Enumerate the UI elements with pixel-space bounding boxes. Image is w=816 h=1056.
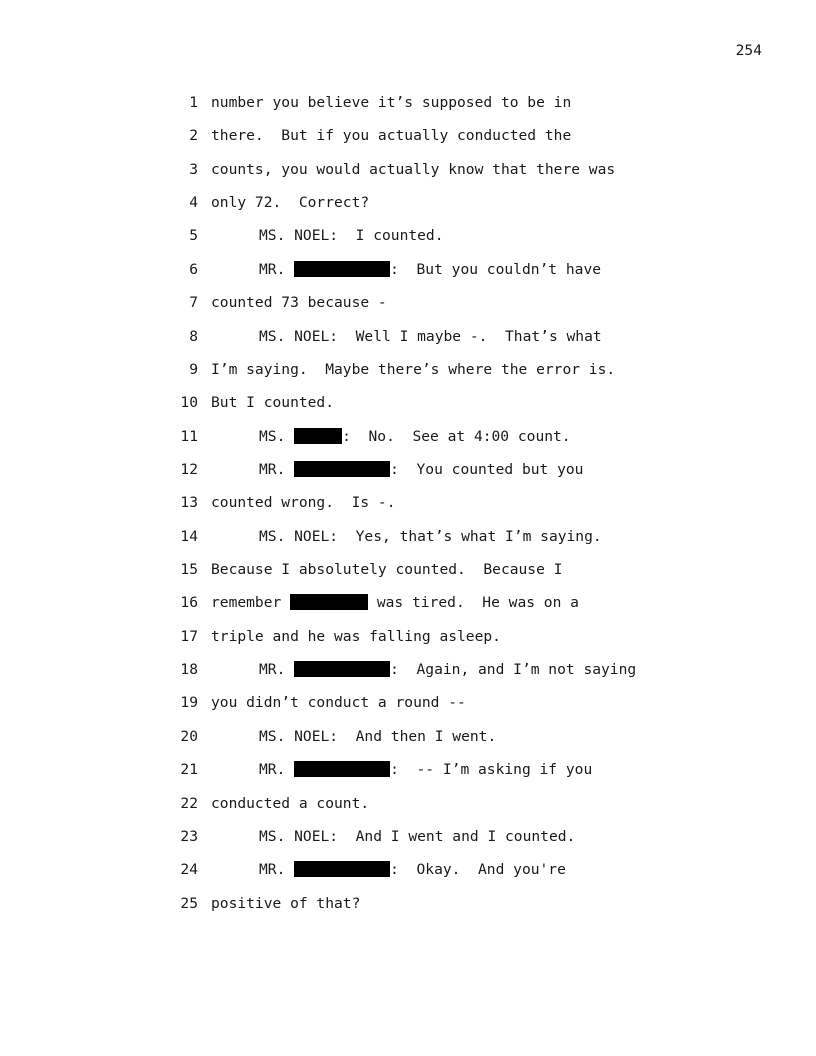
line-text: MS. NOEL: Well I maybe -. That’s what bbox=[259, 327, 602, 345]
line-text: MS. NOEL: Yes, that’s what I’m saying. bbox=[259, 527, 602, 545]
speaker-prefix: MR. bbox=[259, 260, 295, 278]
line-number: 7 bbox=[189, 294, 198, 312]
line-text: MS. NOEL: And I went and I counted. bbox=[259, 827, 576, 845]
line-continuation: : Okay. And you're bbox=[390, 861, 566, 879]
line-text: there. But if you actually conducted the bbox=[211, 127, 572, 145]
line-number: 6 bbox=[189, 260, 198, 278]
redaction-bar bbox=[294, 461, 390, 477]
line-number: 18 bbox=[180, 661, 198, 679]
line-text: only 72. Correct? bbox=[211, 194, 370, 212]
line-text bbox=[211, 260, 601, 280]
line-continuation: : Again, and I’m not saying bbox=[390, 661, 637, 679]
redaction-bar bbox=[294, 661, 390, 677]
line-text: But I counted. bbox=[211, 394, 335, 412]
line-continuation: : You counted but you bbox=[390, 460, 584, 478]
line-number: 22 bbox=[180, 794, 198, 812]
line-text: Because I absolutely counted. Because I bbox=[211, 561, 563, 579]
line-number: 20 bbox=[180, 727, 198, 745]
line-continuation: : -- I’m asking if you bbox=[390, 761, 593, 779]
line-number: 2 bbox=[189, 127, 198, 145]
redaction-bar bbox=[294, 861, 390, 877]
speaker-prefix: MR. bbox=[259, 861, 295, 879]
line-number: 15 bbox=[180, 561, 198, 579]
line-number: 17 bbox=[180, 627, 198, 645]
line-number: 1 bbox=[189, 94, 198, 111]
line-text bbox=[211, 460, 583, 480]
line-continuation: : No. See at 4:00 count. bbox=[342, 427, 571, 445]
redaction-bar bbox=[294, 761, 390, 777]
line-text bbox=[211, 760, 592, 780]
line-number: 23 bbox=[180, 827, 198, 845]
line-text: I’m saying. Maybe there’s where the error is. bbox=[211, 360, 616, 378]
redaction-bar bbox=[294, 261, 390, 277]
speaker-prefix: MR. bbox=[259, 661, 295, 679]
redaction-bar bbox=[290, 594, 368, 610]
line-number: 21 bbox=[180, 761, 198, 779]
line-text: counted wrong. Is -. bbox=[211, 494, 396, 512]
line-number: 14 bbox=[180, 527, 198, 545]
line-text bbox=[211, 427, 571, 447]
speaker-prefix: MR. bbox=[259, 761, 295, 779]
line-text: number you believe it’s supposed to be in bbox=[211, 94, 572, 111]
line-number: 16 bbox=[180, 594, 198, 612]
line-text bbox=[211, 593, 579, 613]
line-text: MS. NOEL: And then I went. bbox=[259, 727, 497, 745]
line-text: you didn’t conduct a round -- bbox=[211, 694, 466, 712]
speaker-prefix: MS. bbox=[259, 427, 295, 445]
redaction-bar bbox=[294, 428, 342, 444]
line-number: 5 bbox=[189, 227, 198, 245]
line-number: 10 bbox=[180, 394, 198, 412]
line-continuation: : But you couldn’t have bbox=[390, 260, 602, 278]
line-continuation: was tired. He was on a bbox=[368, 594, 579, 612]
line-number: 8 bbox=[189, 327, 198, 345]
line-number: 25 bbox=[180, 894, 198, 912]
line-number: 19 bbox=[180, 694, 198, 712]
line-text bbox=[211, 660, 636, 680]
line-number: 9 bbox=[189, 360, 198, 378]
line-number: 3 bbox=[189, 160, 198, 178]
line-text bbox=[211, 860, 566, 880]
line-text: counted 73 because - bbox=[211, 294, 387, 312]
line-text: triple and he was falling asleep. bbox=[211, 627, 501, 645]
line-number: 12 bbox=[180, 460, 198, 478]
line-number: 4 bbox=[189, 194, 198, 212]
line-number: 11 bbox=[180, 427, 198, 445]
line-text: positive of that? bbox=[211, 894, 361, 912]
line-text: counts, you would actually know that there was bbox=[211, 160, 616, 178]
line-text: MS. NOEL: I counted. bbox=[259, 227, 444, 245]
line-number: 13 bbox=[180, 494, 198, 512]
speaker-prefix: MR. bbox=[259, 460, 295, 478]
line-text: conducted a count. bbox=[211, 794, 370, 812]
line-number: 24 bbox=[180, 861, 198, 879]
line-prefix: remember bbox=[211, 594, 291, 612]
page-number: 254 bbox=[735, 42, 762, 59]
